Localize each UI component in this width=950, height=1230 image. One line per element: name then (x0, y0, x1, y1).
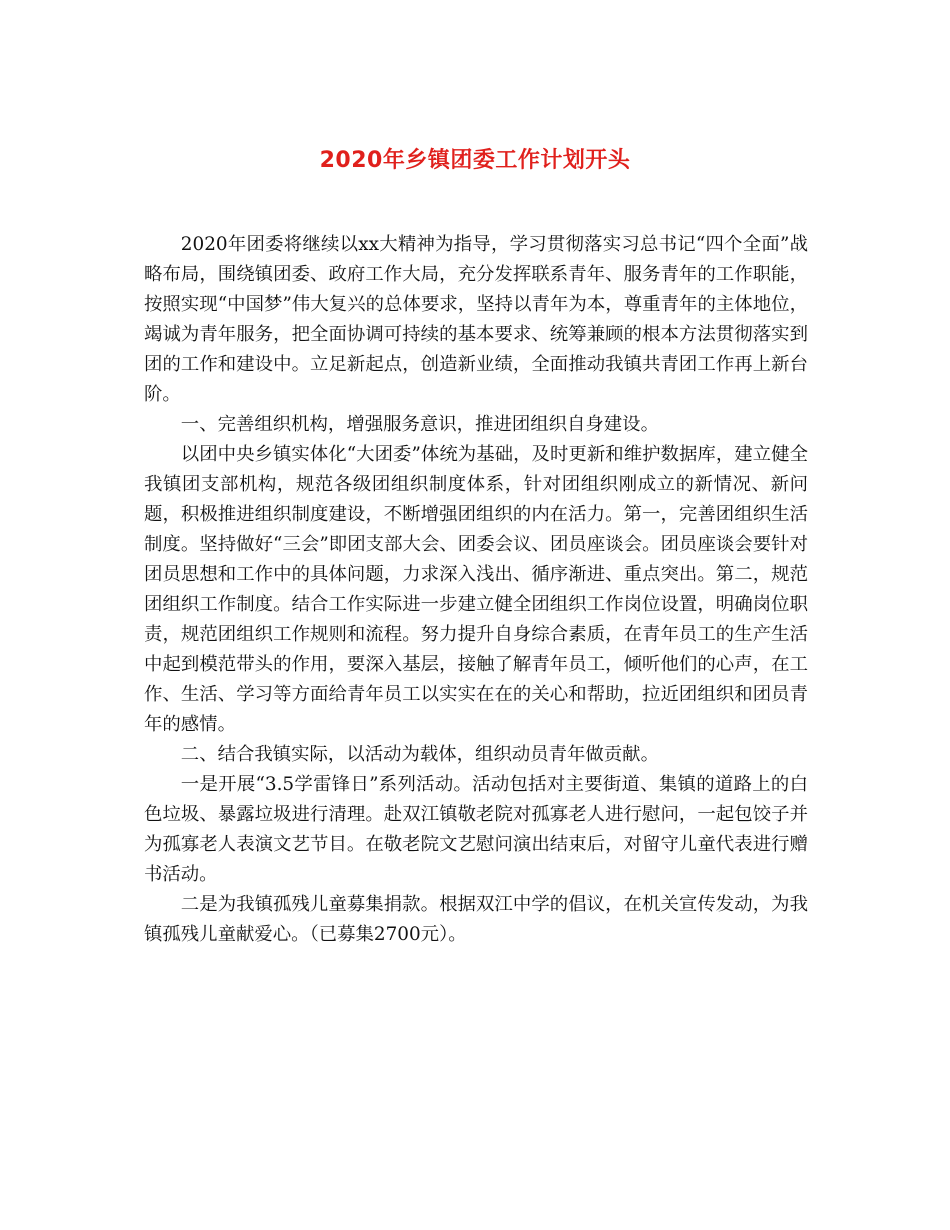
document-body (144, 230, 808, 950)
paragraph-activity-1: 一是开展“3.5学雷锋日”系列活动。活动包括对主要街道、集镇的道路上的白色垃圾、暴露垃圾进行清理。赴双江镇敬老院对孤寡老人进行慰问，一起包饺子并为孤寡老人表演文艺节目。在敬老院文艺慰问演出结束后，对留守儿童代表进行赠书活动。 (144, 774, 808, 885)
section-heading-1: 一、完善组织机构，增强服务意识，推进团组织自身建设。 (180, 414, 659, 435)
section-heading-2: 二、结合我镇实际，以活动为载体，组织动员青年做贡献。 (180, 744, 659, 765)
document-title: 2020年乡镇团委工作计划开头 (319, 148, 631, 173)
paragraph-section-1: 以团中央乡镇实体化“大团委”体统为基础，及时更新和维护数据库，建立健全我镇团支部机构，规范各级团组织制度体系，针对团组织刚成立的新情况、新问题，积极推进组织制度建设，不断增强团组织的内在活力。第一，完善团组织生活制度。坚持做好“三会”即团支部大会、团委会议、团员座谈会。团员座谈会要针对团员思想和工作中的具体问题，力求深入浅出、循序渐进、重点突出。第二，规范团组织工作制度。结合工作实际进一步建立健全团组织工作岗位设置，明确岗位职责，规范团组织工作规则和流程。努力提升自身综合素质，在青年员工的生产生活中起到模范带头的作用，要深入基层，接触了解青年员工，倾听他们的心声，在工作、生活、学习等方面给青年员工以实实在在的关心和帮助，拉近团组织和团员青年的感情。 (144, 444, 808, 735)
paragraph-activity-2: 二是为我镇孤残儿童募集捐款。根据双江中学的倡议，在机关宣传发动，为我镇孤残儿童献爱心。（已募集2700元）。 (144, 894, 808, 945)
paragraph-intro: 2020年团委将继续以xx大精神为指导，学习贯彻落实习总书记“四个全面”战略布局，围绕镇团委、政府工作大局，充分发挥联系青年、服务青年的工作职能，按照实现“中国梦”伟大复兴的总体要求，坚持以青年为本，尊重青年的主体地位，竭诚为青年服务，把全面协调可持续的基本要求、统筹兼顾的根本方法贯彻落实到团的工作和建设中。立足新起点，创造新业绩，全面推动我镇共青团工作再上新台阶。 (144, 234, 808, 405)
